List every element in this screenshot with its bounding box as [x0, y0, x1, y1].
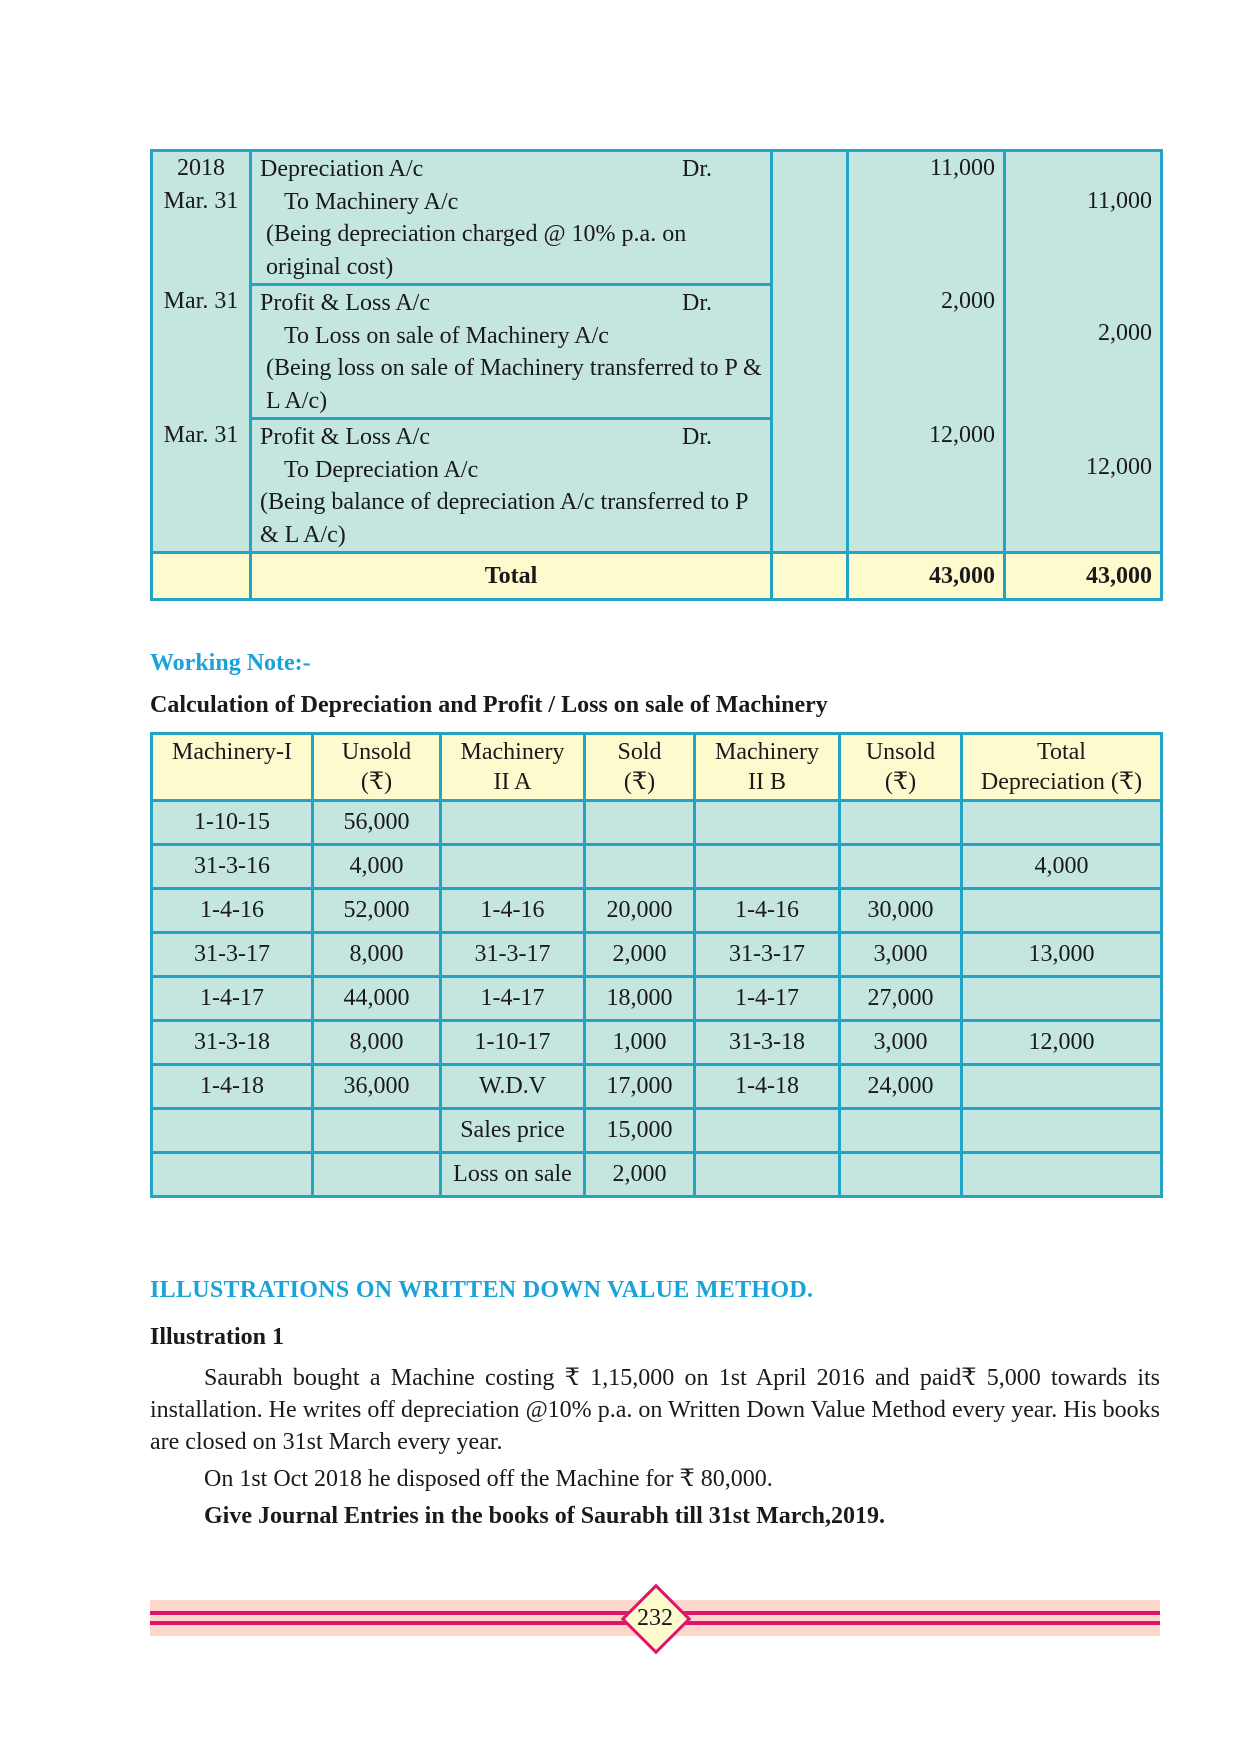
table-cell: [840, 845, 962, 889]
table-cell: 27,000: [840, 977, 962, 1021]
date-cell: [152, 419, 251, 553]
journal-entry: [152, 151, 1162, 285]
table-cell: Loss on sale: [441, 1153, 585, 1197]
table-cell: 1-4-18: [695, 1065, 840, 1109]
table-cell: 24,000: [840, 1065, 962, 1109]
table-cell: 15,000: [585, 1109, 695, 1153]
table-cell: 2,000: [585, 933, 695, 977]
table-cell: [962, 1065, 1162, 1109]
table-cell: 18,000: [585, 977, 695, 1021]
table-cell: 20,000: [585, 889, 695, 933]
credit-amount-cell: [1005, 151, 1162, 285]
illustration-paragraph: Saurabh bought a Machine costing ₹ 1,15,000 on 1st April 2016 and paid₹ 5,000 towards its installation. He writes off depreciation @10% p.a. on Written Down Value Method every year. His books are closed on 31st March every year.: [150, 1365, 1160, 1455]
table-cell: 36,000: [313, 1065, 441, 1109]
header-line: Total: [1037, 739, 1086, 765]
lf-cell: [772, 419, 848, 553]
credit-amount-cell: [1005, 285, 1162, 419]
table-cell: 12,000: [962, 1021, 1162, 1065]
dr-label: Dr.: [682, 424, 712, 450]
table-row: [152, 1109, 1162, 1153]
header-line: (₹): [360, 769, 393, 795]
debit-account: Profit & Loss A/c: [260, 290, 431, 316]
lf-cell: [772, 285, 848, 419]
column-header: [585, 734, 695, 801]
table-cell: [585, 845, 695, 889]
header-line: (₹): [623, 769, 656, 795]
table-cell: W.D.V: [441, 1065, 585, 1109]
narration: (Being depreciation charged @ 10% p.a. on original cost): [266, 221, 687, 280]
table-cell: [962, 977, 1162, 1021]
table-cell: 1-4-16: [695, 889, 840, 933]
table-cell: 8,000: [313, 1021, 441, 1065]
table-row: [152, 977, 1162, 1021]
table-cell: [695, 1109, 840, 1153]
header-line: Sold: [617, 739, 662, 765]
debit-amount: 2,000: [941, 287, 995, 314]
table-cell: 1-4-18: [152, 1065, 313, 1109]
total-row: [152, 553, 1162, 600]
table-row: [152, 1065, 1162, 1109]
debit-account: Depreciation A/c: [260, 156, 424, 182]
table-row: [152, 845, 1162, 889]
working-note-subheading: Calculation of Depreciation and Profit / Loss on sale of Machinery: [150, 692, 828, 718]
date-cell: [152, 151, 251, 285]
journal-entry: [152, 285, 1162, 419]
table-cell: 1-10-15: [152, 801, 313, 845]
debit-amount-cell: [848, 285, 1005, 419]
debit-amount-cell: [848, 419, 1005, 553]
table-cell: [695, 845, 840, 889]
table-cell: [840, 1153, 962, 1197]
debit-amount: 12,000: [929, 421, 995, 448]
dr-label: Dr.: [682, 290, 712, 316]
particulars-cell: [251, 151, 772, 285]
table-cell: 56,000: [313, 801, 441, 845]
header-line: Depreciation (₹): [980, 769, 1143, 795]
table-cell: 1-4-17: [695, 977, 840, 1021]
table-cell: 52,000: [313, 889, 441, 933]
table-cell: 31-3-18: [695, 1021, 840, 1065]
credit-account: To Depreciation A/c: [284, 456, 479, 483]
narration: (Being balance of depreciation A/c transferred to P & L A/c): [260, 489, 748, 548]
table-cell: 44,000: [313, 977, 441, 1021]
header-line: Machinery: [715, 739, 819, 765]
column-header: [152, 734, 313, 801]
table-cell: 1-10-17: [441, 1021, 585, 1065]
table-cell: 1,000: [585, 1021, 695, 1065]
dr-label: Dr.: [682, 156, 712, 182]
total-credit: 43,000: [1005, 553, 1162, 600]
table-cell: 2,000: [585, 1153, 695, 1197]
table-cell: 30,000: [840, 889, 962, 933]
table-cell: 31-3-17: [441, 933, 585, 977]
credit-amount-cell: [1005, 419, 1162, 553]
column-header: [441, 734, 585, 801]
table-cell: [840, 1109, 962, 1153]
credit-account: To Loss on sale of Machinery A/c: [284, 322, 609, 349]
table-cell: 13,000: [962, 933, 1162, 977]
credit-amount: 11,000: [1086, 187, 1152, 214]
table-cell: 1-4-16: [441, 889, 585, 933]
lf-cell: [772, 151, 848, 285]
entry-date: Mar. 31: [163, 287, 239, 314]
table-cell: [441, 845, 585, 889]
table-cell: 1-4-17: [152, 977, 313, 1021]
header-line: Unsold: [341, 739, 412, 765]
table-cell: [695, 1153, 840, 1197]
table-cell: [962, 1153, 1162, 1197]
table-cell: 4,000: [313, 845, 441, 889]
entry-date: Mar. 31: [163, 421, 239, 448]
total-label: Total: [251, 553, 772, 600]
table-cell: Sales price: [441, 1109, 585, 1153]
table-row: [152, 1153, 1162, 1197]
working-note-heading: Working Note:-: [150, 650, 311, 676]
table-cell: 1-4-16: [152, 889, 313, 933]
table-row: [152, 933, 1162, 977]
entry-year: 2018: [177, 155, 225, 181]
debit-account: Profit & Loss A/c: [260, 424, 431, 450]
table-cell: 31-3-17: [695, 933, 840, 977]
table-cell: 31-3-16: [152, 845, 313, 889]
table-cell: [962, 801, 1162, 845]
table-cell: [441, 801, 585, 845]
particulars-cell: [251, 285, 772, 419]
credit-account: To Machinery A/c: [284, 188, 459, 215]
entry-date: Mar. 31: [163, 187, 239, 214]
working-note-table: [150, 732, 1163, 1198]
illustration-question: Give Journal Entries in the books of Saurabh till 31st March,2019.: [204, 1503, 885, 1529]
column-header: [962, 734, 1162, 801]
credit-amount: 2,000: [1098, 320, 1152, 346]
table-row: [152, 1021, 1162, 1065]
table-cell: [152, 1153, 313, 1197]
table-cell: [840, 801, 962, 845]
header-line: II B: [748, 769, 786, 795]
debit-amount-cell: [848, 151, 1005, 285]
illustration-disposal: On 1st Oct 2018 he disposed off the Machine for ₹ 80,000.: [204, 1466, 773, 1492]
table-cell: [585, 801, 695, 845]
table-cell: [962, 1109, 1162, 1153]
table-cell: [313, 1109, 441, 1153]
table-row: [152, 801, 1162, 845]
illustration-title: Illustration 1: [150, 1324, 285, 1350]
journal-entry: [152, 419, 1162, 553]
table-cell: [695, 801, 840, 845]
page-number: 232: [637, 1605, 673, 1631]
credit-amount: 12,000: [1086, 454, 1152, 480]
table-row: [152, 889, 1162, 933]
particulars-cell: [251, 419, 772, 553]
header-line: Machinery: [460, 739, 565, 765]
date-cell: [152, 285, 251, 419]
illustrations-heading: ILLUSTRATIONS ON WRITTEN DOWN VALUE METHOD.: [150, 1277, 814, 1303]
table-cell: [962, 889, 1162, 933]
journal-table: [150, 149, 1163, 601]
narration: (Being loss on sale of Machinery transferred to P & L A/c): [266, 355, 762, 414]
table-cell: 4,000: [962, 845, 1162, 889]
header-line: II A: [493, 769, 532, 795]
table-cell: 3,000: [840, 933, 962, 977]
table-cell: 1-4-17: [441, 977, 585, 1021]
column-header: [840, 734, 962, 801]
table-cell: 31-3-18: [152, 1021, 313, 1065]
column-header: [695, 734, 840, 801]
table-cell: 8,000: [313, 933, 441, 977]
header-line: Unsold: [865, 739, 936, 765]
header-line: Machinery-I: [172, 739, 292, 765]
table-cell: 31-3-17: [152, 933, 313, 977]
table-cell: [313, 1153, 441, 1197]
total-debit: 43,000: [848, 553, 1005, 600]
header-line: (₹): [884, 769, 917, 795]
header-row: [152, 734, 1162, 801]
table-cell: [152, 1109, 313, 1153]
debit-amount: 11,000: [929, 155, 995, 181]
table-cell: 3,000: [840, 1021, 962, 1065]
column-header: [313, 734, 441, 801]
table-cell: 17,000: [585, 1065, 695, 1109]
